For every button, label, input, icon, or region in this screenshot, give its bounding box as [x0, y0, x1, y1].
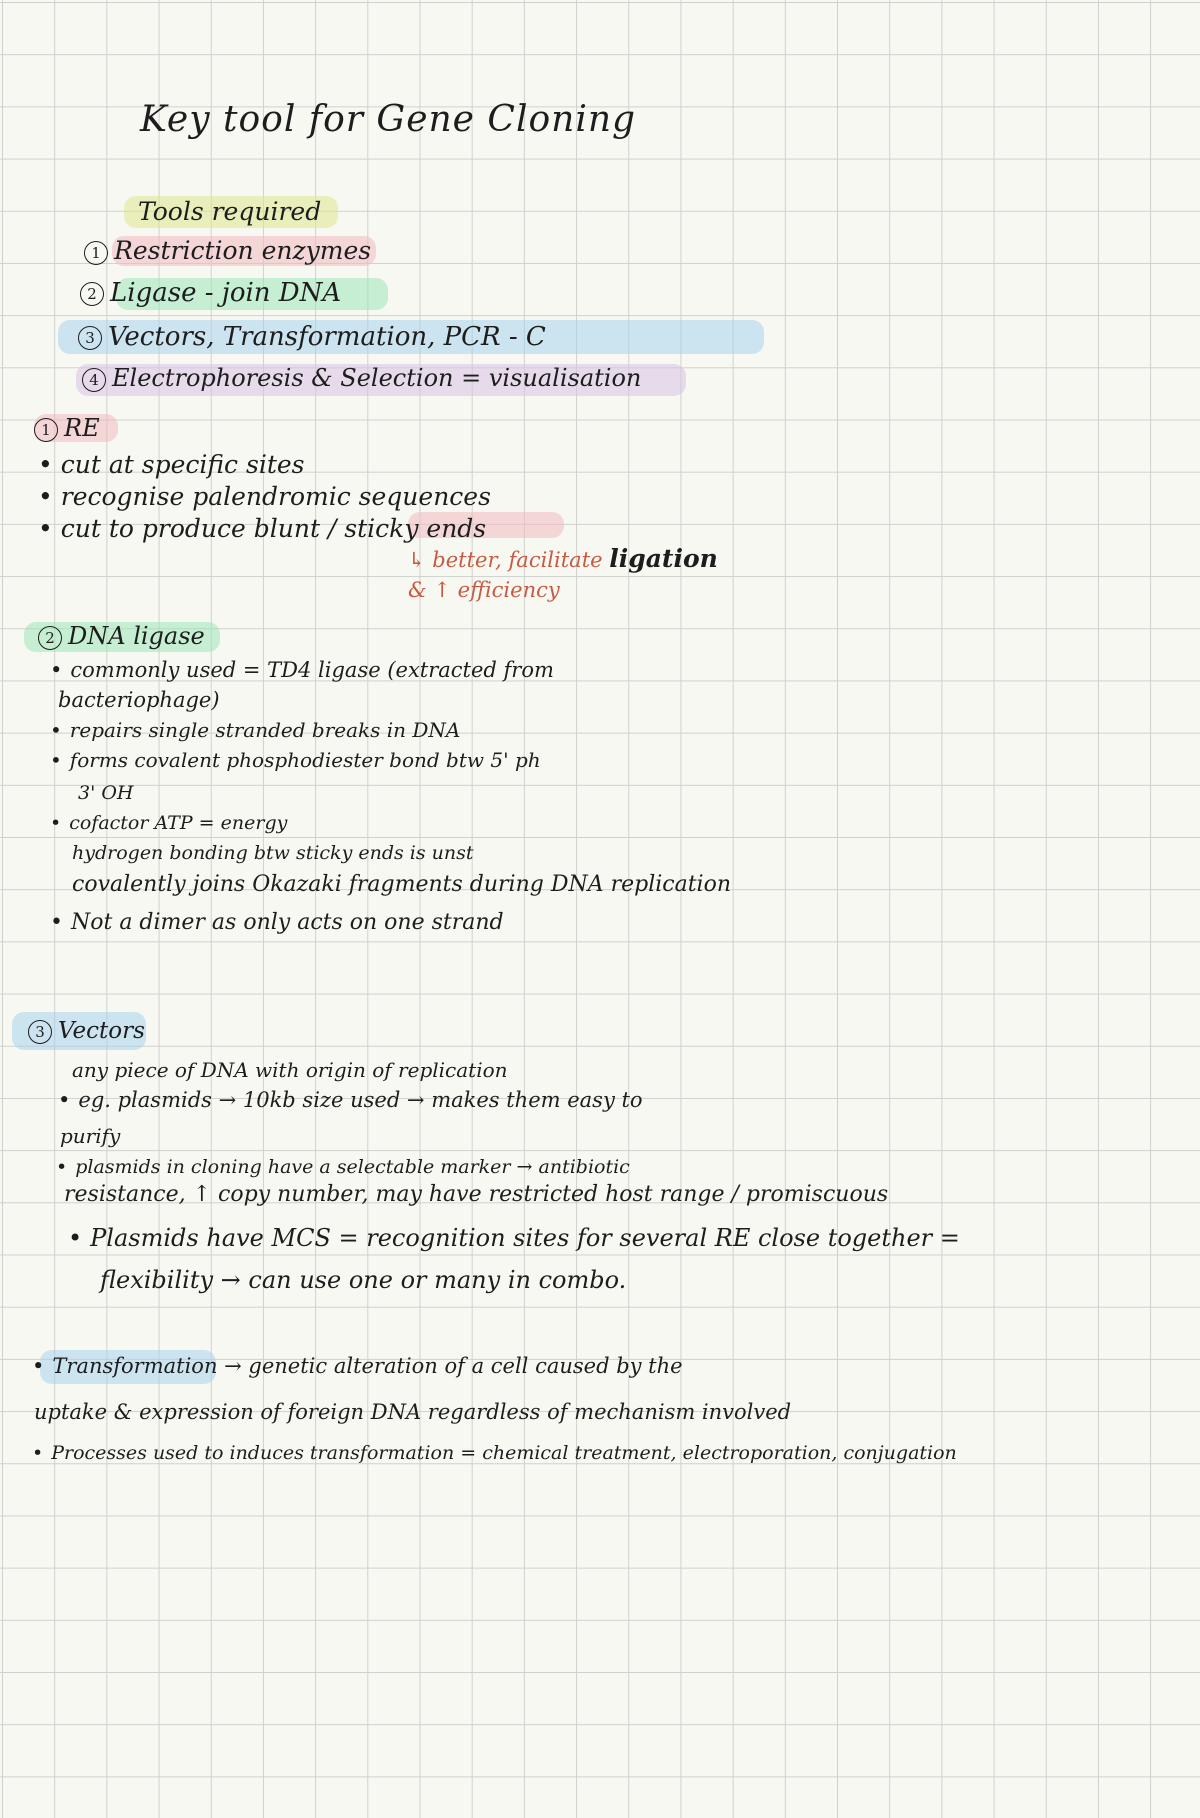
re-note-2: & ↑ efficiency — [408, 578, 560, 602]
transformation-line-2 — [32, 1444, 957, 1463]
ligase-line-1 — [50, 660, 554, 681]
vectors-line-1: any piece of DNA with origin of replication — [72, 1058, 508, 1082]
bullet-text: Processes used to induces transformation = chemical treatment, electroporation, conjugation — [51, 1442, 957, 1464]
ligase-line-4b: hydrogen bonding btw sticky ends is unst — [72, 842, 474, 864]
re-heading — [34, 416, 100, 442]
re-heading-text: RE — [64, 414, 100, 442]
ligase-line-2 — [50, 720, 460, 740]
tool-item-text: Restriction enzymes — [114, 236, 372, 265]
bullet-dot: • — [32, 1354, 45, 1378]
bullet-text: cut at specific sites — [60, 450, 305, 479]
bullet-text: cofactor ATP = energy — [69, 812, 288, 834]
bullet-text: cut to produce blunt / sticky ends — [60, 514, 487, 543]
bullet-dot: • — [50, 748, 62, 772]
tool-item-4 — [82, 366, 641, 392]
bullet-text: forms covalent phosphodiester bond btw 5' ph — [69, 748, 541, 772]
tools-heading: Tools required — [138, 197, 322, 226]
ligase-line-3b: 3' OH — [78, 782, 134, 804]
vectors-line-4 — [68, 1226, 960, 1250]
tool-item-3 — [78, 324, 546, 350]
bullet-dot: • — [50, 910, 63, 935]
vectors-line-3b: resistance, ↑ copy number, may have restricted host range / promiscuous — [64, 1182, 889, 1207]
ligase-line-4c: covalently joins Okazaki fragments during DNA replication — [72, 872, 732, 897]
page-title: Key tool for Gene Cloning — [140, 99, 637, 140]
transformation-line-1 — [32, 1356, 683, 1377]
circled-number: 1 — [34, 418, 58, 442]
circled-number: 1 — [84, 241, 108, 265]
tool-item-2 — [80, 280, 341, 306]
vectors-line-3 — [56, 1158, 630, 1177]
bullet-dot: • — [50, 812, 62, 834]
bullet-text: repairs single stranded breaks in DNA — [69, 718, 461, 742]
bullet-text: Not a dimer as only acts on one strand — [70, 910, 504, 935]
vectors-heading-text: Vectors — [58, 1018, 145, 1044]
bullet-dot: • — [58, 1088, 71, 1112]
circled-number: 2 — [80, 282, 104, 306]
ligase-heading-text: DNA ligase — [68, 622, 205, 650]
tool-item-text: Vectors, Transformation, PCR - C — [108, 322, 546, 352]
vectors-line-2 — [58, 1090, 643, 1111]
bullet-text: recognise palendromic sequences — [60, 482, 491, 511]
vectors-line-2b: purify — [60, 1124, 121, 1148]
tool-item-1 — [84, 238, 371, 265]
tool-item-text: Electrophoresis & Selection = visualisation — [112, 364, 642, 392]
bullet-dot: • — [50, 658, 63, 682]
note-text: ↳ better, facilitate — [408, 548, 603, 572]
bullet-dot: • — [56, 1156, 68, 1178]
bullet-dot: • — [32, 1442, 44, 1464]
bullet-dot: • — [50, 718, 62, 742]
bullet-dot: • — [38, 514, 53, 543]
re-bullet-1 — [38, 452, 305, 477]
bullet-dot: • — [38, 450, 53, 479]
bullet-text: eg. plasmids → 10kb size used → makes them easy to — [78, 1088, 643, 1112]
circled-number: 2 — [38, 626, 62, 650]
vectors-heading — [28, 1020, 145, 1044]
tool-item-text: Ligase - join DNA — [110, 278, 342, 308]
circled-number: 4 — [82, 368, 106, 392]
vectors-line-4b: flexibility → can use one or many in combo. — [100, 1266, 627, 1294]
ligase-line-3 — [50, 750, 541, 770]
bullet-dot: • — [68, 1224, 83, 1252]
bullet-text: commonly used = TD4 ligase (extracted from — [70, 658, 554, 682]
transformation-line-1b: uptake & expression of foreign DNA regardless of mechanism involved — [34, 1400, 792, 1424]
re-note-1 — [408, 546, 718, 571]
re-bullet-3 — [38, 516, 486, 541]
bullet-text: plasmids in cloning have a selectable marker → antibiotic — [75, 1156, 630, 1178]
circled-number: 3 — [78, 326, 102, 350]
ligase-line-1b: bacteriophage) — [58, 688, 220, 712]
bullet-text: Transformation → genetic alteration of a cell caused by the — [52, 1354, 683, 1378]
ligase-line-5 — [50, 912, 504, 934]
note-emphasis: ligation — [609, 544, 718, 573]
ligase-heading — [38, 624, 205, 650]
bullet-text: Plasmids have MCS = recognition sites for several RE close together = — [90, 1224, 960, 1252]
re-bullet-2 — [38, 484, 491, 509]
ligase-line-4 — [50, 814, 287, 833]
circled-number: 3 — [28, 1020, 52, 1044]
bullet-dot: • — [38, 482, 53, 511]
